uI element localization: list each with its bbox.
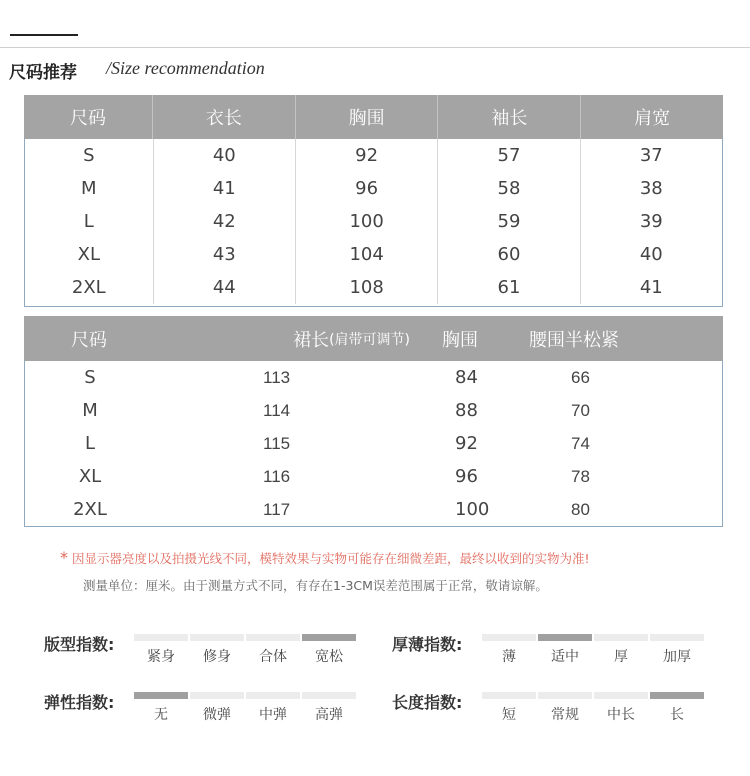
scale-segment — [538, 692, 592, 699]
table-cell: 41 — [580, 271, 722, 304]
table-cell: 43 — [153, 238, 295, 271]
top-rule-divider — [0, 47, 750, 48]
table-cell: 59 — [437, 205, 579, 238]
scale-segment — [190, 692, 244, 699]
scale-option: 宽松 — [315, 649, 343, 665]
table-cell: S — [84, 367, 96, 388]
header-cell: 尺码 — [71, 329, 107, 351]
table-cell: 70 — [571, 400, 590, 420]
table-cell: 57 — [437, 139, 579, 172]
header-cell-main: 裙长 — [293, 329, 330, 351]
table-row — [25, 493, 722, 526]
scale-label: 厚薄指数: — [392, 635, 463, 654]
scale-segment — [134, 634, 188, 641]
table-cell: S — [83, 145, 95, 166]
disclaimer-text: 因显示器亮度以及拍摄光线不同，模特效果与实物可能存在细微差距，最终以收到的实物为准! — [72, 551, 590, 566]
scale-segment-selected — [650, 692, 704, 699]
scale-segment-selected — [538, 634, 592, 641]
table-cell: 92 — [295, 139, 437, 172]
table-cell: 60 — [437, 238, 579, 271]
scale-bar-group — [134, 692, 356, 699]
table-cell: 66 — [571, 367, 590, 387]
table-cell: M — [81, 178, 97, 199]
scale-option: 无 — [154, 707, 168, 723]
scale-options — [482, 704, 704, 724]
table-cell: L — [84, 433, 96, 454]
table-cell: 80 — [571, 499, 590, 519]
size-table-top — [24, 95, 723, 307]
scale-option: 修身 — [203, 649, 231, 665]
scale-bar-group — [134, 634, 356, 641]
table-cell: 113 — [263, 367, 291, 387]
scale-options — [134, 646, 356, 666]
scale-label: 长度指数: — [392, 693, 463, 712]
scale-option: 高弹 — [315, 707, 343, 723]
table-cell: XL — [78, 466, 102, 487]
scale-segment — [650, 634, 704, 641]
scale-bar-group — [482, 692, 704, 699]
scale-label: 版型指数: — [44, 635, 115, 654]
table-cell: 40 — [153, 139, 295, 172]
scale-segment-selected — [134, 692, 188, 699]
scale-segment — [190, 634, 244, 641]
table-row — [25, 460, 722, 493]
table-cell: 88 — [455, 400, 478, 421]
scale-option: 适中 — [551, 649, 579, 665]
scale-option: 紧身 — [147, 649, 175, 665]
table-row — [25, 172, 722, 205]
size-table-bottom — [24, 316, 723, 527]
table-row — [25, 205, 722, 238]
scale-option: 加厚 — [663, 649, 691, 665]
table-row — [25, 238, 722, 271]
scale-option: 中弹 — [259, 707, 287, 723]
table-cell: 108 — [295, 271, 437, 304]
table-cell: 37 — [580, 139, 722, 172]
header-cell: 腰围半松紧 — [529, 329, 619, 351]
header-cell: 胸围 — [295, 95, 438, 139]
table-cell: 2XL — [71, 277, 106, 298]
table-cell: 40 — [580, 238, 722, 271]
table-cell: 39 — [580, 205, 722, 238]
scale-segment — [594, 634, 648, 641]
header-cell: 尺码 — [69, 108, 106, 129]
table-row — [25, 394, 722, 427]
scale-option: 常规 — [551, 707, 579, 723]
table-cell: 100 — [295, 205, 437, 238]
asterisk-icon: * — [60, 548, 68, 567]
table-cell: M — [82, 400, 98, 421]
table-cell: 41 — [153, 172, 295, 205]
scale-segment — [302, 692, 356, 699]
table-cell: 2XL — [73, 499, 107, 520]
section-title: 尺码推荐 — [9, 63, 77, 83]
scale-segment-selected — [302, 634, 356, 641]
header-cell: 胸围 — [442, 329, 478, 351]
scale-option: 微弹 — [203, 707, 231, 723]
table-cell: 74 — [571, 433, 590, 453]
header-cell: 肩宽 — [580, 95, 723, 139]
table-cell: 61 — [437, 271, 579, 304]
scale-options — [134, 704, 356, 724]
table-cell: 42 — [153, 205, 295, 238]
scale-segment — [482, 692, 536, 699]
table-cell: 116 — [263, 466, 291, 486]
header-cell — [154, 316, 410, 361]
scale-option: 厚 — [614, 649, 628, 665]
table-cell: 78 — [571, 466, 590, 486]
table-cell: 96 — [295, 172, 437, 205]
table-cell: XL — [77, 244, 100, 265]
header-cell-note: (肩带可调节) — [329, 331, 410, 348]
measurement-note: 测量单位：厘米。由于测量方式不同，有存在1-3CM误差范围属于正常，敬请谅解。 — [83, 578, 548, 593]
table-cell: 92 — [455, 433, 478, 454]
table-cell: 114 — [263, 400, 291, 420]
scale-option: 短 — [502, 707, 516, 723]
scale-option: 合体 — [259, 649, 287, 665]
table-cell: 58 — [437, 172, 579, 205]
header-cell: 衣长 — [152, 95, 295, 139]
scale-segment — [246, 634, 300, 641]
section-subtitle: /Size recommendation — [106, 58, 265, 78]
table-cell: 115 — [263, 433, 291, 453]
table-row — [25, 139, 722, 172]
header-cell: 袖长 — [437, 95, 580, 139]
table-cell: 44 — [153, 271, 295, 304]
top-rule-accent — [10, 34, 78, 36]
table-row — [25, 361, 722, 394]
table-cell: 117 — [263, 499, 291, 519]
table-row — [25, 271, 722, 304]
scale-options — [482, 646, 704, 666]
scale-segment — [246, 692, 300, 699]
scale-label: 弹性指数: — [44, 693, 115, 712]
table-row — [25, 427, 722, 460]
table-header — [24, 95, 723, 139]
scale-bar-group — [482, 634, 704, 641]
table-cell: 84 — [455, 367, 478, 388]
scale-segment — [594, 692, 648, 699]
table-cell: 104 — [295, 238, 437, 271]
table-header — [24, 316, 723, 361]
table-cell: 96 — [455, 466, 478, 487]
scale-segment — [482, 634, 536, 641]
scale-option: 薄 — [502, 649, 516, 665]
table-cell: 100 — [455, 499, 490, 520]
table-cell: 38 — [580, 172, 722, 205]
scale-option: 中长 — [607, 707, 635, 723]
table-cell: L — [83, 211, 94, 232]
scale-option: 长 — [670, 707, 684, 723]
disclaimer-note — [60, 548, 590, 567]
